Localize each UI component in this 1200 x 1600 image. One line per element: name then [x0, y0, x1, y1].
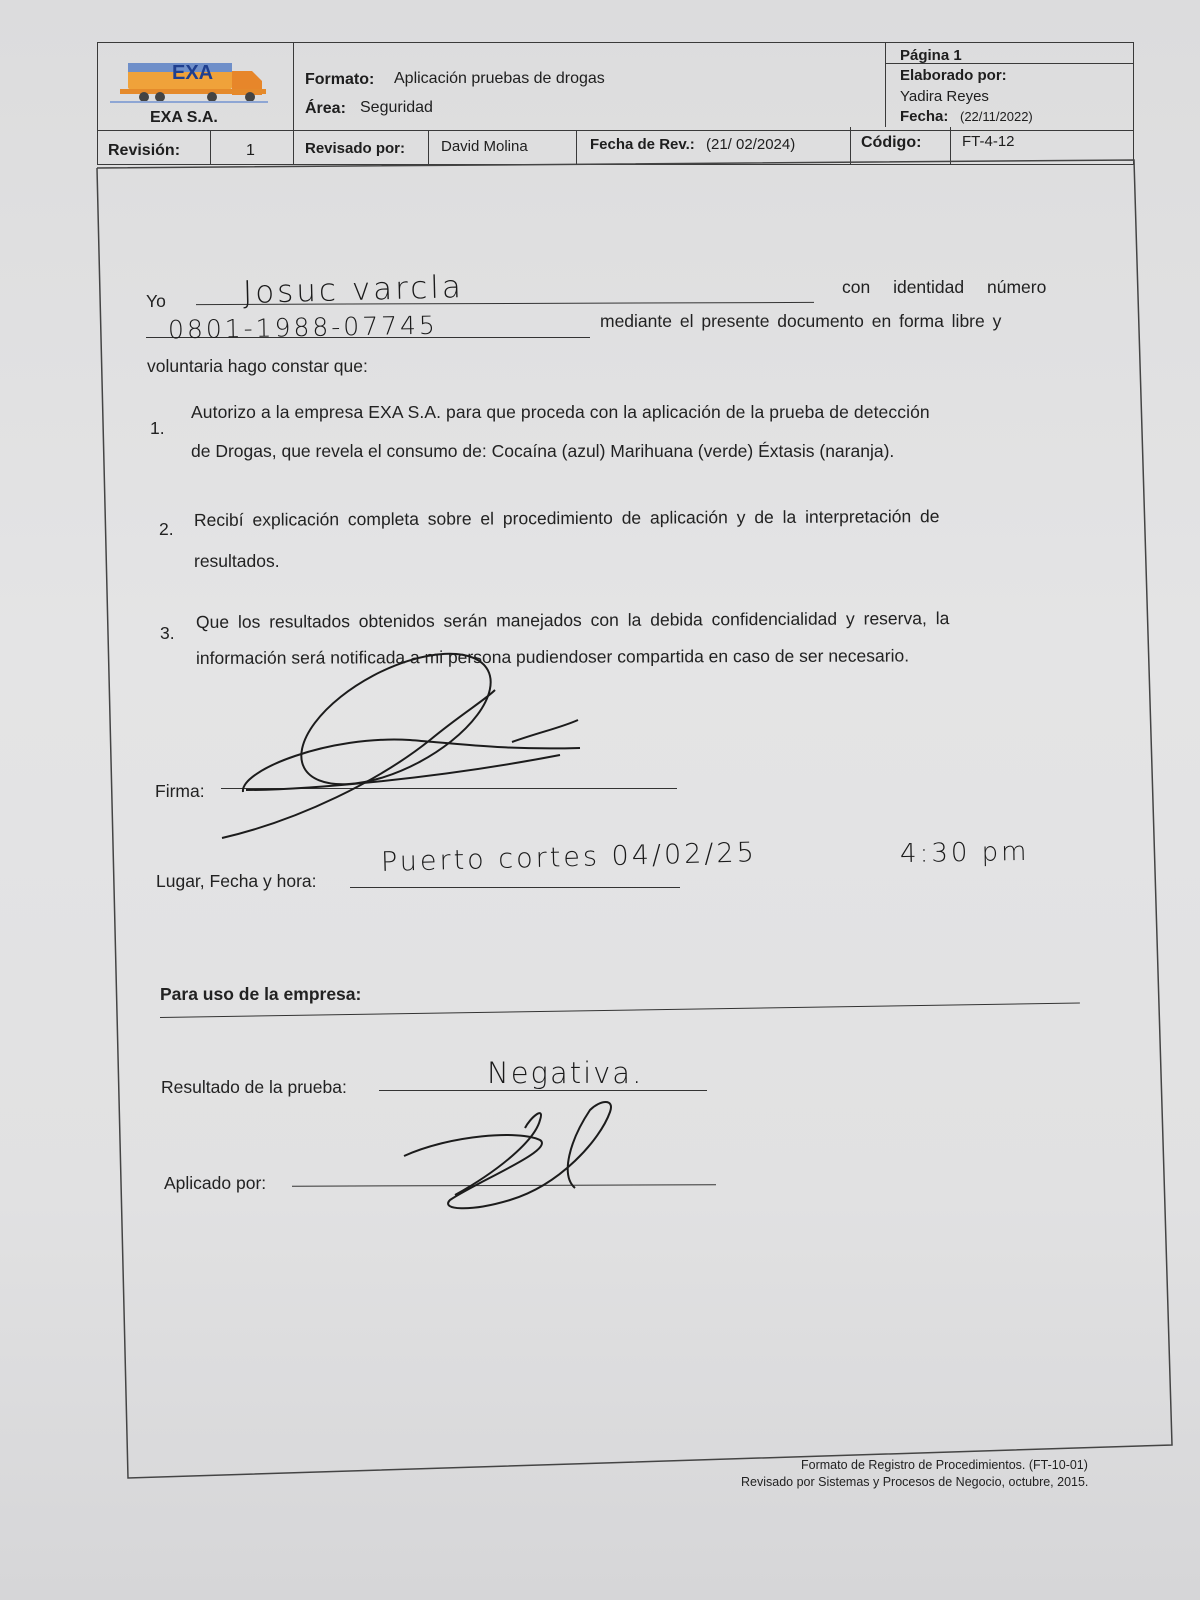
item3-line1: Que los resultados obtenidos serán manejados con la debida confidencialidad y reserva, la — [195, 608, 950, 632]
lugar-label: Lugar, Fecha y hora: — [156, 871, 317, 891]
format-value: Aplicación pruebas de drogas — [394, 70, 605, 87]
firma-label: Firma: — [155, 781, 205, 801]
reviewed-label: Revisado por: — [305, 140, 406, 157]
area-label: Área: — [305, 100, 346, 117]
item1-line2: de Drogas, que revela el consumo de: Cocaína (azul) Marihuana (verde) Éxtasis (naranja). — [191, 441, 895, 461]
aplicado-label: Aplicado por: — [164, 1173, 267, 1193]
rev-date-label: Fecha de Rev.: — [590, 136, 695, 153]
handwritten-result: Negativa. — [487, 1056, 644, 1090]
date-label: Fecha: — [900, 108, 949, 125]
resultado-label: Resultado de la prueba: — [161, 1077, 347, 1097]
logo-text: EXA — [172, 62, 214, 84]
format-label: Formato: — [305, 71, 375, 88]
elaborated-value: Yadira Reyes — [900, 88, 989, 105]
item1-number: 1. — [150, 418, 165, 438]
mediante-text: mediante el presente documento en forma libre y — [600, 311, 1002, 331]
area-value: Seguridad — [360, 99, 433, 116]
date-value: (22/11/2022) — [960, 109, 1033, 124]
page-number: Página 1 — [900, 47, 962, 64]
yo-label: Yo — [146, 291, 166, 311]
empresa-label: Para uso de la empresa: — [160, 984, 362, 1004]
item2-number: 2. — [159, 519, 174, 539]
handwritten-time: 4:30 pm — [899, 836, 1030, 870]
footer-line1: Formato de Registro de Procedimientos. (FT-10-01) — [801, 1458, 1088, 1472]
item3-number: 3. — [160, 623, 175, 643]
code-label: Código: — [861, 134, 922, 151]
item2-line1: Recibí explicación completa sobre el procedimiento de aplicación y de la interpretación de — [193, 506, 940, 530]
footer-line2: Revisado por Sistemas y Procesos de Negocio, octubre, 2015. — [741, 1475, 1089, 1489]
item2-line2: resultados. — [194, 551, 280, 571]
handwritten-id-number: 0801-1988-07745 — [167, 310, 439, 345]
item3-line2: información será notificada a mi persona pudiendoser compartida en caso de ser necesario. — [195, 645, 910, 668]
elaborated-label: Elaborado por: — [900, 67, 1007, 84]
company-name: EXA S.A. — [150, 109, 218, 126]
reviewed-value: David Molina — [441, 138, 528, 155]
handwritten-place-date: Puerto cortes 04/02/25 — [380, 837, 758, 878]
revision-value: 1 — [246, 142, 255, 159]
revision-label: Revisión: — [108, 142, 181, 159]
con-identidad-text: con identidad número — [842, 277, 1047, 297]
rev-date-value: (21/ 02/2024) — [706, 136, 796, 153]
code-value: FT-4-12 — [962, 133, 1015, 150]
voluntaria-text: voluntaria hago constar que: — [147, 356, 368, 376]
handwritten-name: Josuc varcla — [242, 269, 465, 311]
item1-line1: Autorizo a la empresa EXA S.A. para que proceda con la aplicación de la prueba de detección — [191, 402, 930, 422]
